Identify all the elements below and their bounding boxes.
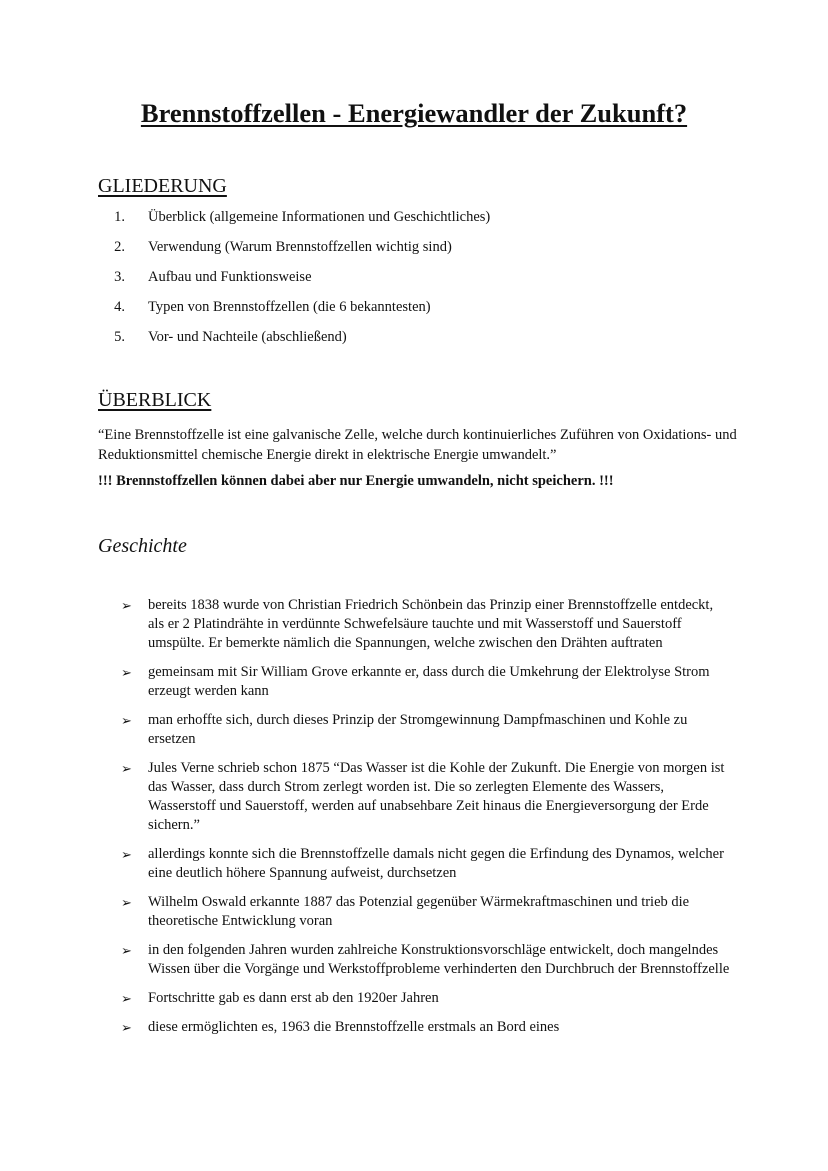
outline-heading: GLIEDERUNG xyxy=(98,175,227,197)
arrow-bullet-icon: ➢ xyxy=(121,665,132,680)
list-item: ➢ in den folgenden Jahren wurden zahlreiche Konstruktionsvorschläge entwickelt, doch mangelndes Wissen über die Vorgänge und Werkstoffprobleme verhinderten den Durchbruch der Brennstoffzelle xyxy=(121,942,730,977)
document-title: Brennstoffzellen - Energiewandler der Zukunft? xyxy=(140,98,688,128)
list-item: ➢ Jules Verne schrieb schon 1875 “Das Wasser ist die Kohle der Zukunft. Die Energie von morgen ist das Wasser, dass durch Strom zerlegt worden ist. Die so zerlegten Elemente des Wassers, Wasserstoff und Sauerstoff, werden auf unabsehbare Zeit hinaus die Energieversorgung der Erde sichern.” xyxy=(121,760,725,833)
definition-quote: “Eine Brennstoffzelle ist eine galvanische Zelle, welche durch kontinuierliches Zuführen von Oxidations- und Reduktionsmittel chemische Energie direkt in elektrische Energie umwandelt.” xyxy=(98,427,737,463)
outline-item: 3. Aufbau und Funktionsweise xyxy=(114,269,312,285)
list-item: ➢ diese ermöglichten es, 1963 die Brennstoffzelle erstmals an Bord eines xyxy=(121,1019,560,1035)
arrow-bullet-icon: ➢ xyxy=(121,713,132,728)
history-list xyxy=(121,596,731,1047)
arrow-bullet-icon: ➢ xyxy=(121,895,132,910)
arrow-bullet-icon: ➢ xyxy=(121,761,132,776)
list-item: ➢ allerdings konnte sich die Brennstoffzelle damals nicht gegen die Erfindung des Dynamos, welcher eine deutlich höhere Spannung aufweist, durchsetzen xyxy=(121,846,724,881)
arrow-bullet-icon: ➢ xyxy=(121,598,132,613)
list-item: ➢ Fortschritte gab es dann erst ab den 1920er Jahren xyxy=(121,990,439,1006)
list-item: ➢ gemeinsam mit Sir William Grove erkannte er, dass durch die Umkehrung der Elektrolyse Strom erzeugt werden kann xyxy=(121,664,710,699)
arrow-bullet-icon: ➢ xyxy=(121,1020,132,1035)
list-item: ➢ Wilhelm Oswald erkannte 1887 das Potenzial gegenüber Wärmekraftmaschinen und trieb die theoretische Entwicklung voran xyxy=(121,894,690,929)
outline-item: 2. Verwendung (Warum Brennstoffzellen wichtig sind) xyxy=(114,239,452,255)
outline-item: 1. Überblick (allgemeine Informationen und Geschichtliches) xyxy=(114,209,491,225)
history-heading: Geschichte xyxy=(98,535,187,557)
overview-heading: ÜBERBLICK xyxy=(98,389,212,411)
outline-list xyxy=(98,206,490,356)
arrow-bullet-icon: ➢ xyxy=(121,847,132,862)
warning-note: !!! Brennstoffzellen können dabei aber nur Energie umwandeln, nicht speichern. !!! xyxy=(98,473,614,489)
arrow-bullet-icon: ➢ xyxy=(121,991,132,1006)
list-item: ➢ bereits 1838 wurde von Christian Friedrich Schönbein das Prinzip einer Brennstoffzelle entdeckt, als er 2 Platindrähte in verdünnte Schwefelsäure tauchte und mit Wasserstoff und Sauerstoff umspülte. Er bemerkte nämlich die Spannungen, welche zwischen den Drähten auftraten xyxy=(121,597,714,651)
list-item: ➢ man erhoffte sich, durch dieses Prinzip der Stromgewinnung Dampfmaschinen und Kohle zu ersetzen xyxy=(121,712,688,747)
arrow-bullet-icon: ➢ xyxy=(121,943,132,958)
outline-item: 4. Typen von Brennstoffzellen (die 6 bekanntesten) xyxy=(114,299,431,315)
outline-item: 5. Vor- und Nachteile (abschließend) xyxy=(114,329,347,345)
